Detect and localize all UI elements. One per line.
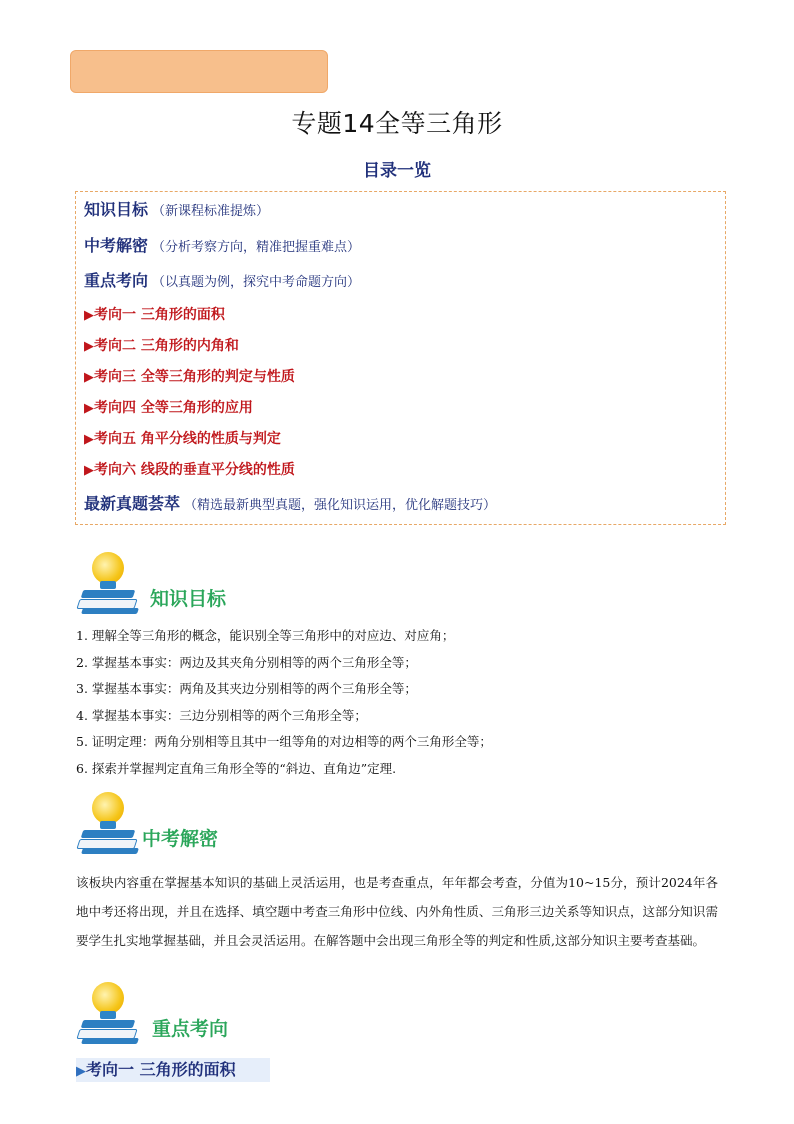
toc-item-note: （以真题为例，探究中考命题方向） <box>152 275 361 290</box>
toc-item-label: 中考解密 <box>84 236 149 255</box>
triangle-icon: ▶ <box>84 432 94 447</box>
triangle-icon: ▶ <box>84 401 94 416</box>
triangle-icon: ▶ <box>84 308 94 323</box>
lightbulb-books-icon <box>78 792 148 856</box>
toc-item-latest[interactable] <box>84 491 496 514</box>
triangle-icon: ▶ <box>84 339 94 354</box>
toc-box <box>75 191 726 525</box>
toc-item-note: （分析考察方向，精准把握重难点） <box>152 240 361 255</box>
header-banner <box>70 50 328 93</box>
toc-item-label: 最新真题荟萃 <box>84 494 181 513</box>
toc-sub-label: 考向二 三角形的内角和 <box>94 338 239 354</box>
toc-sub-item-3[interactable] <box>84 366 295 386</box>
list-item: 2. 掌握基本事实：两边及其夹角分别相等的两个三角形全等； <box>76 654 417 670</box>
toc-item-focus[interactable] <box>84 268 360 291</box>
toc-sub-label: 考向四 全等三角形的应用 <box>94 400 253 416</box>
toc-item-analysis[interactable] <box>84 233 360 256</box>
objectives-list <box>76 626 736 785</box>
triangle-icon: ▶ <box>84 463 94 478</box>
topic-heading <box>76 1058 270 1082</box>
list-item: 6. 探索并掌握判定直角三角形全等的“斜边、直角边”定理. <box>76 760 397 776</box>
list-item: 5. 证明定理：两角分别相等且其中一组等角的对边相等的两个三角形全等； <box>76 734 492 749</box>
toc-item-note: （新课程标准提炼） <box>152 204 270 219</box>
topic-heading-label: 考向一 三角形的面积 <box>86 1060 236 1079</box>
toc-heading: 目录一览 <box>363 161 431 181</box>
toc-sub-label: 考向一 三角形的面积 <box>94 307 225 323</box>
section-title: 知识目标 <box>150 588 227 610</box>
list-item: 1. 理解全等三角形的概念，能识别全等三角形中的对应边、对应角； <box>76 628 455 643</box>
toc-sub-item-5[interactable] <box>84 428 281 448</box>
section-header-objectives <box>78 552 338 612</box>
toc-item-note: （精选最新典型真题，强化知识运用，优化解题技巧） <box>184 498 497 513</box>
toc-sub-item-2[interactable] <box>84 335 239 355</box>
toc-item-label: 知识目标 <box>84 200 149 219</box>
toc-sub-item-1[interactable] <box>84 304 225 324</box>
section-title: 中考解密 <box>142 828 219 850</box>
triangle-icon: ▶ <box>84 370 94 385</box>
page-title: 专题14全等三角形 <box>291 109 503 138</box>
lightbulb-books-icon <box>78 552 148 616</box>
list-item: 3. 掌握基本事实：两角及其夹边分别相等的两个三角形全等； <box>76 681 417 696</box>
toc-sub-label: 考向六 线段的垂直平分线的性质 <box>94 462 295 478</box>
toc-item-objectives[interactable] <box>84 197 269 220</box>
toc-sub-item-6[interactable] <box>84 459 295 479</box>
section-title: 重点考向 <box>152 1018 229 1040</box>
toc-sub-label: 考向三 全等三角形的判定与性质 <box>94 369 295 385</box>
triangle-icon: ▶ <box>76 1064 86 1079</box>
toc-item-label: 重点考向 <box>84 271 149 290</box>
section-header-focus <box>78 982 338 1042</box>
section-header-analysis <box>78 792 338 852</box>
analysis-paragraph: 该板块内容重在掌握基本知识的基础上灵活运用，也是考查重点，年年都会考查，分值为10~15分，预计2024年各地中考还将出现，并且在选择、填空题中考查三角形中位线、内外角性质、三角形三边关系等知识点，这部分知识需要学生扎实地掌握基础，并且会灵活运用。在解答题中会出现三角形全等的判定和性质,这部分知识主要考查基础。 <box>76 875 718 948</box>
lightbulb-books-icon <box>78 982 148 1046</box>
toc-sub-label: 考向五 角平分线的性质与判定 <box>94 431 281 447</box>
list-item: 4. 掌握基本事实：三边分别相等的两个三角形全等； <box>76 707 367 723</box>
toc-sub-item-4[interactable] <box>84 397 253 417</box>
